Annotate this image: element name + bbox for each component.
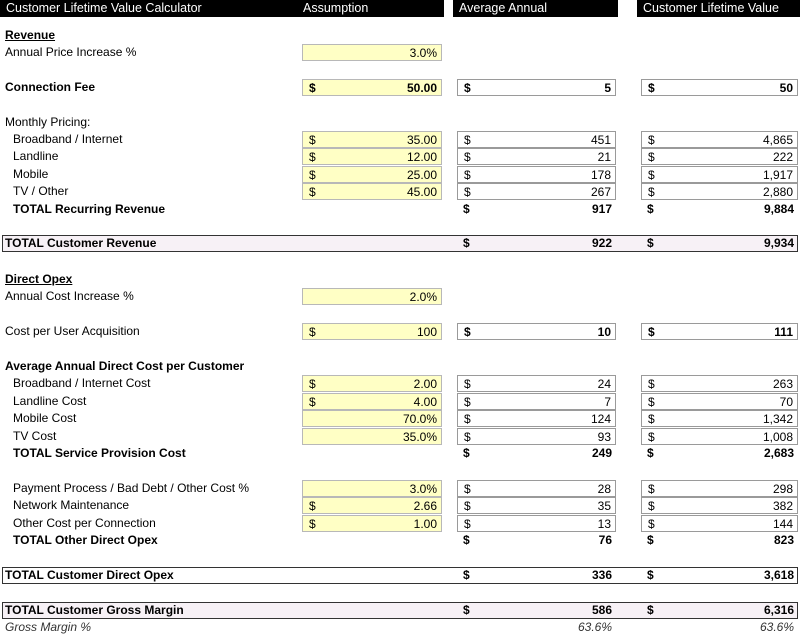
row-label: Payment Process / Bad Debt / Other Cost % [13,481,250,495]
acquisition-label: Cost per User Acquisition [5,324,140,338]
table-row [0,393,800,410]
lifetime-cell[interactable]: $ 1,008 [641,428,798,445]
acquisition-row [0,323,800,340]
row-label: Landline Cost [13,394,87,408]
connection-fee-lifetime[interactable]: $ 50 [641,79,798,96]
annual-cell[interactable]: $ 35 [457,497,616,514]
annual-cell[interactable]: $ 21 [457,148,616,165]
assumption-input[interactable]: $ 12.00 [302,148,442,165]
row-label: TV / Other [13,184,69,198]
gross-margin-annual[interactable]: $ 586 [463,603,612,617]
gross-margin-row [0,602,800,619]
revenue-section-row [0,27,800,44]
gross-margin-label: TOTAL Customer Gross Margin [5,603,184,617]
cost-increase-row [0,288,800,305]
annual-cell[interactable]: $ 13 [457,515,616,532]
total-other-row [0,532,800,549]
assumption-input[interactable]: $ 2.66 [302,497,442,514]
lifetime-cell[interactable]: $ 4,865 [641,131,798,148]
row-label: Mobile [13,167,49,181]
acquisition-annual[interactable]: $ 10 [457,323,616,340]
annual-cell[interactable]: $ 93 [457,428,616,445]
avg-cost-label: Average Annual Direct Cost per Customer [5,359,245,373]
table-row [0,131,800,148]
cost-increase-input[interactable]: 2.0% [302,288,442,305]
total-customer-revenue-lifetime[interactable]: $ 9,934 [647,236,794,250]
assumption-input[interactable]: $ 2.00 [302,375,442,392]
total-other-label: TOTAL Other Direct Opex [13,533,158,547]
lifetime-cell[interactable]: $ 1,342 [641,410,798,427]
total-other-annual[interactable]: $ 76 [463,533,612,547]
total-customer-revenue-annual[interactable]: $ 922 [463,236,612,250]
row-label: Broadband / Internet [13,132,123,146]
connection-fee-label: Connection Fee [5,80,96,94]
total-customer-revenue-label: TOTAL Customer Revenue [5,236,157,250]
annual-cell[interactable]: $ 267 [457,183,616,200]
connection-fee-annual[interactable]: $ 5 [457,79,616,96]
lifetime-cell[interactable]: $ 70 [641,393,798,410]
price-increase-label: Annual Price Increase % [5,45,137,59]
price-increase-input[interactable]: 3.0% [302,44,442,61]
gross-margin-pct-row [0,619,800,636]
revenue-section-title: Revenue [5,28,56,42]
table-row [0,183,800,200]
gross-margin-lifetime[interactable]: $ 6,316 [647,603,794,617]
table-row [0,497,800,514]
annual-cell[interactable]: $ 28 [457,480,616,497]
connection-fee-input[interactable]: $ 50.00 [302,79,442,96]
lifetime-cell[interactable]: $ 1,917 [641,166,798,183]
row-label: TV Cost [13,429,57,443]
total-other-lifetime[interactable]: $ 823 [647,533,794,547]
table-row [0,410,800,427]
monthly-pricing-row [0,114,800,131]
lifetime-cell[interactable]: $ 222 [641,148,798,165]
total-opex-label: TOTAL Customer Direct Opex [5,568,174,582]
table-row [0,166,800,183]
total-recurring-row [0,201,800,218]
table-row [0,428,800,445]
total-service-annual[interactable]: $ 249 [463,446,612,460]
avg-cost-row [0,358,800,375]
price-increase-row [0,44,800,61]
lifetime-cell[interactable]: $ 144 [641,515,798,532]
total-customer-revenue-row [0,235,800,252]
annual-cell[interactable]: $ 124 [457,410,616,427]
assumption-input[interactable]: $ 4.00 [302,393,442,410]
lifetime-cell[interactable]: $ 2,880 [641,183,798,200]
table-row [0,480,800,497]
total-opex-annual[interactable]: $ 336 [463,568,612,582]
assumption-input[interactable]: 35.0% [302,428,442,445]
annual-cell[interactable]: $ 178 [457,166,616,183]
connection-fee-row [0,79,800,96]
total-recurring-lifetime[interactable]: $ 9,884 [647,202,794,216]
total-service-label: TOTAL Service Provision Cost [13,446,186,460]
acquisition-input[interactable]: $ 100 [302,323,442,340]
monthly-pricing-label: Monthly Pricing: [5,115,91,129]
table-row [0,148,800,165]
lifetime-cell[interactable]: $ 298 [641,480,798,497]
assumption-input[interactable]: 3.0% [302,480,442,497]
row-label: Network Maintenance [13,498,130,512]
assumption-input[interactable]: $ 25.00 [302,166,442,183]
row-label: Other Cost per Connection [13,516,156,530]
gross-margin-pct-annual[interactable]: 63.6% [577,620,612,634]
total-service-lifetime[interactable]: $ 2,683 [647,446,794,460]
header-assumption: Assumption [297,0,444,17]
assumption-input[interactable]: 70.0% [302,410,442,427]
total-recurring-annual[interactable]: $ 917 [463,202,612,216]
header-lifetime-value: Customer Lifetime Value [637,0,800,17]
gross-margin-pct-label: Gross Margin % [5,620,92,634]
header-title: Customer Lifetime Value Calculator [0,0,297,17]
cost-increase-label: Annual Cost Increase % [5,289,134,303]
table-row [0,515,800,532]
acquisition-lifetime[interactable]: $ 111 [641,323,798,340]
opex-section-row [0,271,800,288]
row-label: Mobile Cost [13,411,77,425]
table-row [0,375,800,392]
lifetime-cell[interactable]: $ 263 [641,375,798,392]
annual-cell[interactable]: $ 451 [457,131,616,148]
opex-section-title: Direct Opex [5,272,73,286]
annual-cell[interactable]: $ 24 [457,375,616,392]
total-recurring-label: TOTAL Recurring Revenue [13,202,166,216]
row-label: Broadband / Internet Cost [13,376,151,390]
annual-cell[interactable]: $ 7 [457,393,616,410]
row-label: Landline [13,149,59,163]
assumption-input[interactable]: $ 45.00 [302,183,442,200]
assumption-input[interactable]: $ 35.00 [302,131,442,148]
total-service-row [0,445,800,462]
assumption-input[interactable]: $ 1.00 [302,515,442,532]
gross-margin-pct-lifetime[interactable]: 63.6% [759,620,794,634]
lifetime-cell[interactable]: $ 382 [641,497,798,514]
total-opex-lifetime[interactable]: $ 3,618 [647,568,794,582]
total-opex-row [0,567,800,584]
header-average-annual: Average Annual [453,0,618,17]
